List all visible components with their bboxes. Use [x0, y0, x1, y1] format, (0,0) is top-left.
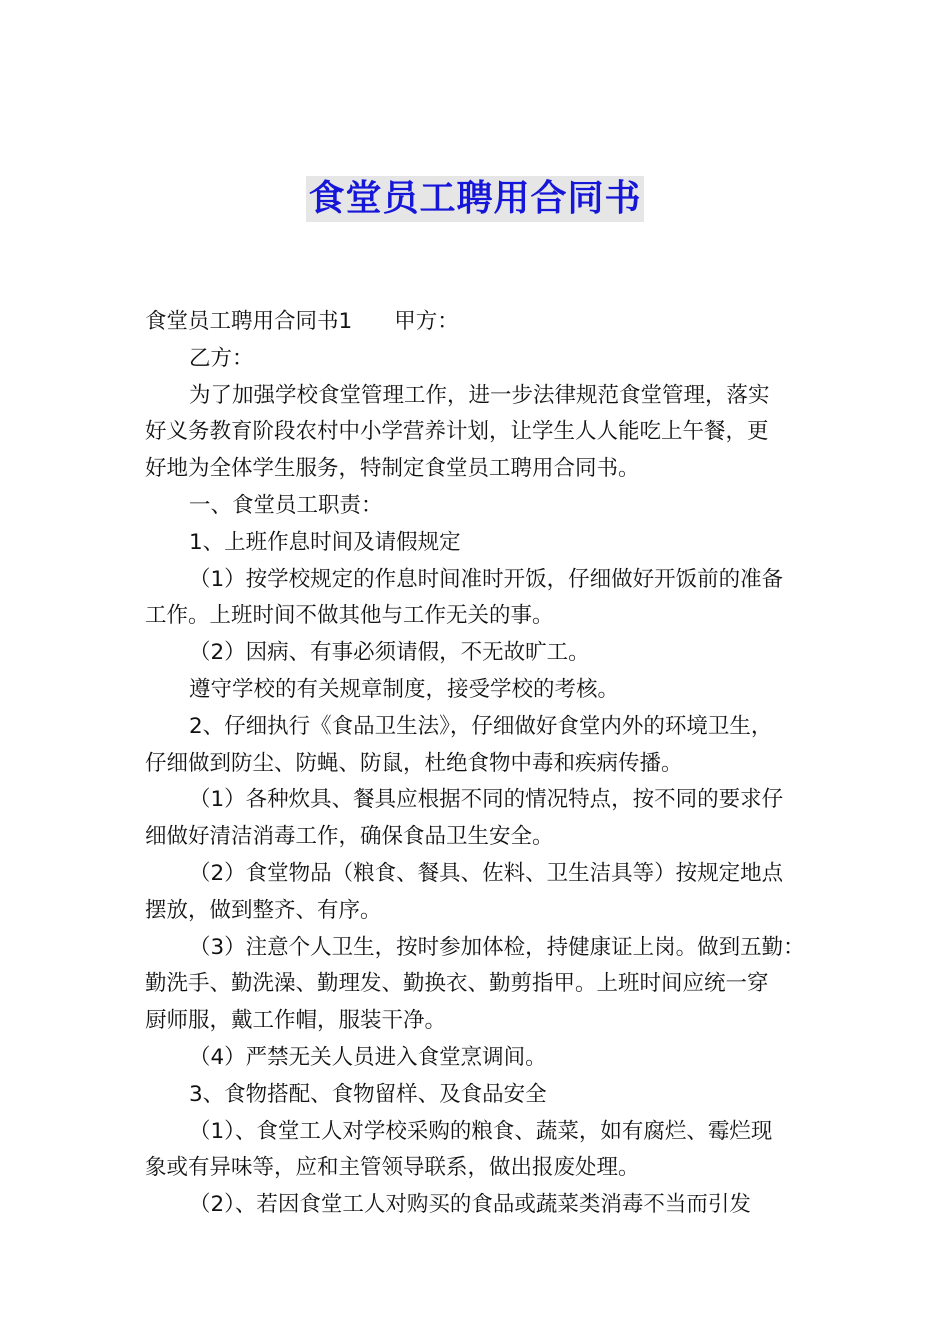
text-line: 工作。上班时间不做其他与工作无关的事。 [145, 603, 554, 629]
title-container [0, 176, 950, 222]
text-line: 好义务教育阶段农村中小学营养计划，让学生人人能吃上午餐，更 [145, 419, 769, 445]
text-line: （4）严禁无关人员进入食堂烹调间。 [189, 1044, 547, 1070]
text-line: 2、仔细执行《食品卫生法》，仔细做好食堂内外的环境卫生， [189, 713, 773, 739]
document-title: 食堂员工聘用合同书 [306, 176, 643, 222]
text-line: （1）各种炊具、餐具应根据不同的情况特点，按不同的要求仔 [189, 787, 784, 813]
text-line: 1、上班作息时间及请假规定 [189, 529, 461, 555]
paragraph-lines [145, 341, 809, 1224]
text-line: 为了加强学校食堂管理工作，进一步法律规范食堂管理，落实 [189, 382, 770, 408]
text-line: （2）因病、有事必须请假，不无故旷工。 [189, 640, 590, 666]
text-line: 乙方： [189, 345, 254, 371]
text-line: 仔细做到防尘、防蝇、防鼠，杜绝食物中毒和疾病传播。 [145, 750, 683, 776]
document-body [145, 304, 809, 1224]
text-line: （1）、食堂工人对学校采购的粮食、蔬菜，如有腐烂、霉烂现 [189, 1118, 773, 1144]
text-line: 摆放，做到整齐、有序。 [145, 897, 382, 923]
text-line: 象或有异味等，应和主管领导联系，做出报废处理。 [145, 1155, 640, 1181]
text-line: 3、食物搭配、食物留样、及食品安全 [189, 1081, 547, 1107]
text-line: （2）、若因食堂工人对购买的食品或蔬菜类消毒不当而引发 [189, 1192, 751, 1218]
text-line: 一、食堂员工职责： [189, 492, 383, 518]
text-line: 好地为全体学生服务，特制定食堂员工聘用合同书。 [145, 456, 640, 482]
text-line: 遵守学校的有关规章制度，接受学校的考核。 [189, 676, 620, 702]
text-line: 细做好清洁消毒工作，确保食品卫生安全。 [145, 824, 554, 850]
first-line [145, 304, 809, 341]
contract-heading: 食堂员工聘用合同书1 [145, 309, 353, 334]
text-line: 厨师服，戴工作帽，服装干净。 [145, 1008, 447, 1034]
text-line: （2）食堂物品（粮食、餐具、佐料、卫生洁具等）按规定地点 [189, 860, 784, 886]
party-a-label: 甲方： [394, 309, 459, 334]
text-line: 勤洗手、勤洗澡、勤理发、勤换衣、勤剪指甲。上班时间应统一穿 [145, 971, 769, 997]
text-line: （3）注意个人卫生，按时参加体检，持健康证上岗。做到五勤： [189, 934, 805, 960]
text-line: （1）按学校规定的作息时间准时开饭，仔细做好开饭前的准备 [189, 566, 784, 592]
